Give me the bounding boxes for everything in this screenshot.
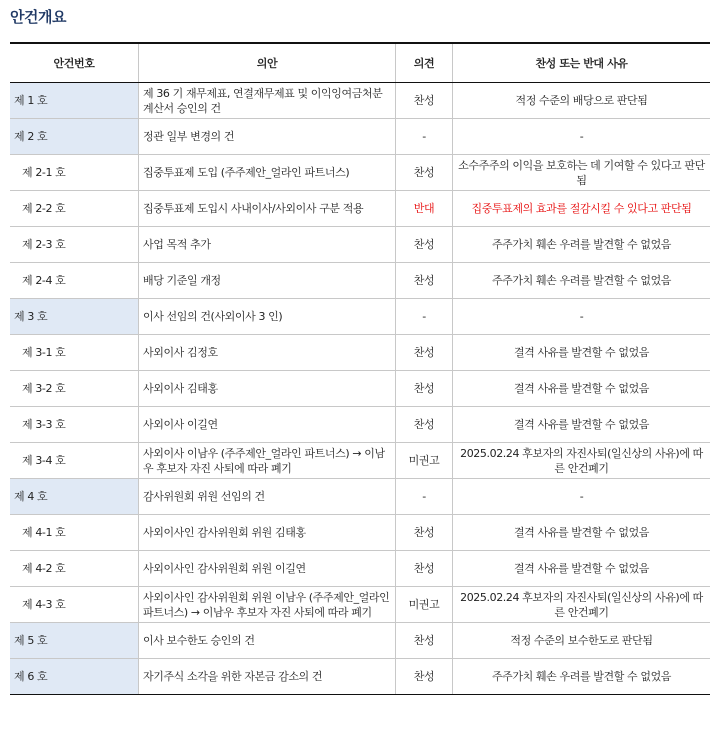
agenda-number-cell: 제 4 호	[10, 479, 139, 515]
agenda-item-cell: 사업 목적 추가	[139, 227, 396, 263]
table-row	[10, 263, 710, 299]
agenda-number-cell: 제 4-3 호	[10, 587, 139, 623]
agenda-item-cell: 사외이사인 감사위원회 위원 이남우 (주주제안_얼라인 파트너스) → 이남우 후보자 자진 사퇴에 따라 폐기	[139, 587, 396, 623]
agenda-number-cell: 제 2-2 호	[10, 191, 139, 227]
table-row	[10, 83, 710, 119]
reason-cell: 2025.02.24 후보자의 자진사퇴(일신상의 사유)에 따른 안건폐기	[453, 443, 711, 479]
opinion-cell: 찬성	[396, 83, 453, 119]
opinion-cell: 미권고	[396, 587, 453, 623]
agenda-item-cell: 사외이사인 감사위원회 위원 김태홍	[139, 515, 396, 551]
table-row	[10, 335, 710, 371]
agenda-item-cell: 집중투표제 도입 (주주제안_얼라인 파트너스)	[139, 155, 396, 191]
agenda-number-cell: 제 4-1 호	[10, 515, 139, 551]
opinion-cell: 찬성	[396, 263, 453, 299]
agenda-number-cell: 제 3 호	[10, 299, 139, 335]
agenda-number-cell: 제 3-1 호	[10, 335, 139, 371]
reason-cell: 결격 사유를 발견할 수 없었음	[453, 335, 711, 371]
opinion-cell: 미권고	[396, 443, 453, 479]
reason-cell: 주주가치 훼손 우려를 발견할 수 없었음	[453, 659, 711, 695]
agenda-item-cell: 사외이사 이길연	[139, 407, 396, 443]
table-row	[10, 407, 710, 443]
reason-cell: 주주가치 훼손 우려를 발견할 수 없었음	[453, 227, 711, 263]
agenda-item-cell: 배당 기준일 개정	[139, 263, 396, 299]
agenda-number-cell: 제 3-4 호	[10, 443, 139, 479]
reason-cell: 집중투표제의 효과를 절감시킬 수 있다고 판단됨	[453, 191, 711, 227]
agenda-item-cell: 제 36 기 재무제표, 연결재무제표 및 이익잉여금처분계산서 승인의 건	[139, 83, 396, 119]
opinion-cell: 찬성	[396, 407, 453, 443]
table-row	[10, 443, 710, 479]
agenda-item-cell: 사외이사 김태홍	[139, 371, 396, 407]
reason-cell: -	[453, 299, 711, 335]
reason-cell: 결격 사유를 발견할 수 없었음	[453, 551, 711, 587]
reason-cell: 결격 사유를 발견할 수 없었음	[453, 371, 711, 407]
agenda-number-cell: 제 2-4 호	[10, 263, 139, 299]
header-opinion: 의견	[396, 43, 453, 83]
opinion-cell: 찬성	[396, 227, 453, 263]
table-row	[10, 587, 710, 623]
table-row	[10, 299, 710, 335]
agenda-number-cell: 제 3-3 호	[10, 407, 139, 443]
agenda-item-cell: 정관 일부 변경의 건	[139, 119, 396, 155]
agenda-number-cell: 제 5 호	[10, 623, 139, 659]
reason-cell: -	[453, 119, 711, 155]
header-reason: 찬성 또는 반대 사유	[453, 43, 711, 83]
agenda-table	[10, 42, 710, 695]
opinion-cell: 찬성	[396, 659, 453, 695]
agenda-item-cell: 사외이사인 감사위원회 위원 이길연	[139, 551, 396, 587]
opinion-cell: 찬성	[396, 623, 453, 659]
reason-cell: 2025.02.24 후보자의 자진사퇴(일신상의 사유)에 따른 안건폐기	[453, 587, 711, 623]
table-header-row	[10, 43, 710, 83]
table-row	[10, 227, 710, 263]
opinion-cell: 찬성	[396, 335, 453, 371]
agenda-item-cell: 집중투표제 도입시 사내이사/사외이사 구분 적용	[139, 191, 396, 227]
reason-cell: 적정 수준의 보수한도로 판단됨	[453, 623, 711, 659]
header-agenda-item: 의안	[139, 43, 396, 83]
agenda-item-cell: 이사 보수한도 승인의 건	[139, 623, 396, 659]
opinion-cell: 찬성	[396, 155, 453, 191]
header-agenda-number: 안건번호	[10, 43, 139, 83]
reason-cell: 주주가치 훼손 우려를 발견할 수 없었음	[453, 263, 711, 299]
table-row	[10, 191, 710, 227]
agenda-item-cell: 자기주식 소각을 위한 자본금 감소의 건	[139, 659, 396, 695]
opinion-cell: 반대	[396, 191, 453, 227]
opinion-cell: 찬성	[396, 551, 453, 587]
agenda-number-cell: 제 2 호	[10, 119, 139, 155]
reason-cell: 결격 사유를 발견할 수 없었음	[453, 515, 711, 551]
agenda-item-cell: 감사위원회 위원 선임의 건	[139, 479, 396, 515]
agenda-number-cell: 제 1 호	[10, 83, 139, 119]
agenda-item-cell: 이사 선임의 건(사외이사 3 인)	[139, 299, 396, 335]
reason-cell: 적정 수준의 배당으로 판단됨	[453, 83, 711, 119]
table-row	[10, 659, 710, 695]
table-row	[10, 155, 710, 191]
agenda-number-cell: 제 6 호	[10, 659, 139, 695]
reason-cell: -	[453, 479, 711, 515]
table-row	[10, 623, 710, 659]
reason-cell: 소수주주의 이익을 보호하는 데 기여할 수 있다고 판단됨	[453, 155, 711, 191]
agenda-number-cell: 제 4-2 호	[10, 551, 139, 587]
opinion-cell: -	[396, 119, 453, 155]
opinion-cell: 찬성	[396, 371, 453, 407]
reason-cell: 결격 사유를 발견할 수 없었음	[453, 407, 711, 443]
agenda-number-cell: 제 3-2 호	[10, 371, 139, 407]
agenda-item-cell: 사외이사 김정호	[139, 335, 396, 371]
opinion-cell: -	[396, 299, 453, 335]
table-row	[10, 119, 710, 155]
opinion-cell: -	[396, 479, 453, 515]
page-title: 안건개요	[10, 8, 66, 26]
table-row	[10, 371, 710, 407]
table-row	[10, 479, 710, 515]
agenda-number-cell: 제 2-1 호	[10, 155, 139, 191]
agenda-number-cell: 제 2-3 호	[10, 227, 139, 263]
opinion-cell: 찬성	[396, 515, 453, 551]
table-row	[10, 515, 710, 551]
agenda-item-cell: 사외이사 이남우 (주주제안_얼라인 파트너스) → 이남우 후보자 자진 사퇴에 따라 폐기	[139, 443, 396, 479]
table-row	[10, 551, 710, 587]
